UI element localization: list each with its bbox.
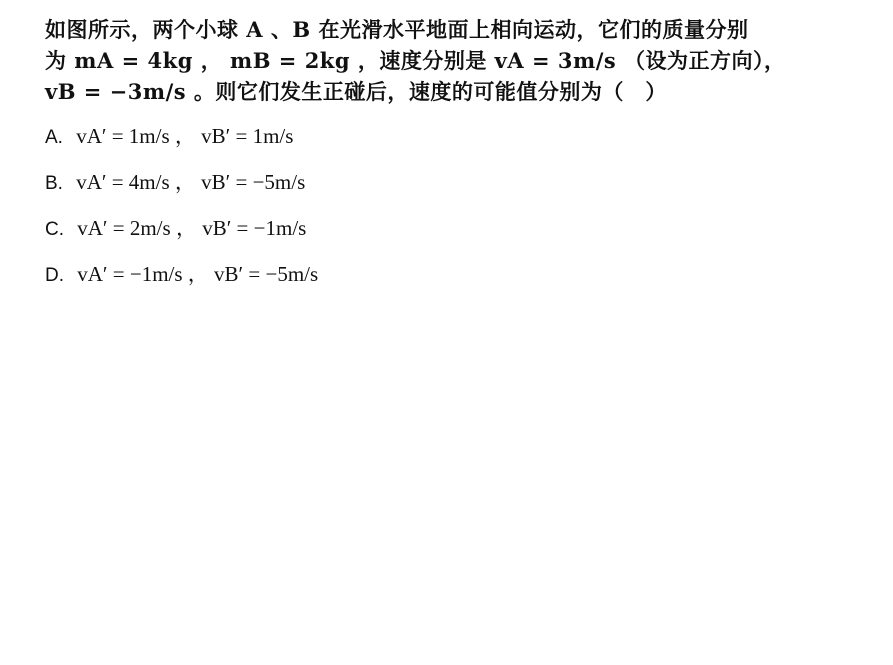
option-letter: B. — [45, 173, 63, 194]
option-text: vA′ = 2m/s ， vB′ = −1m/s — [77, 216, 307, 240]
options-list — [45, 121, 875, 305]
option-text: vA′ = −1m/s ， vB′ = −5m/s — [77, 262, 319, 286]
option-letter: C. — [45, 219, 64, 240]
option-a[interactable] — [45, 121, 875, 167]
option-text: vA′ = 1m/s ， vB′ = 1m/s — [76, 124, 294, 148]
question-stem — [45, 14, 875, 107]
option-text: vA′ = 4m/s ， vB′ = −5m/s — [76, 170, 306, 194]
option-letter: D. — [45, 265, 64, 286]
question-document — [45, 14, 875, 305]
question-line: 为 mA = 4kg ， mB = 2kg ，速度分别是 vA = 3m/s （设为正方向）， — [45, 48, 786, 73]
option-d[interactable] — [45, 259, 875, 305]
option-letter: A. — [45, 127, 63, 148]
option-c[interactable] — [45, 213, 875, 259]
option-b[interactable] — [45, 167, 875, 213]
question-line: 如图所示，两个小球 A 、B 在光滑水平地面上相向运动，它们的质量分别 — [45, 17, 749, 42]
question-line: vB = −3m/s 。则它们发生正碰后，速度的可能值分别为（ ） — [45, 79, 667, 104]
